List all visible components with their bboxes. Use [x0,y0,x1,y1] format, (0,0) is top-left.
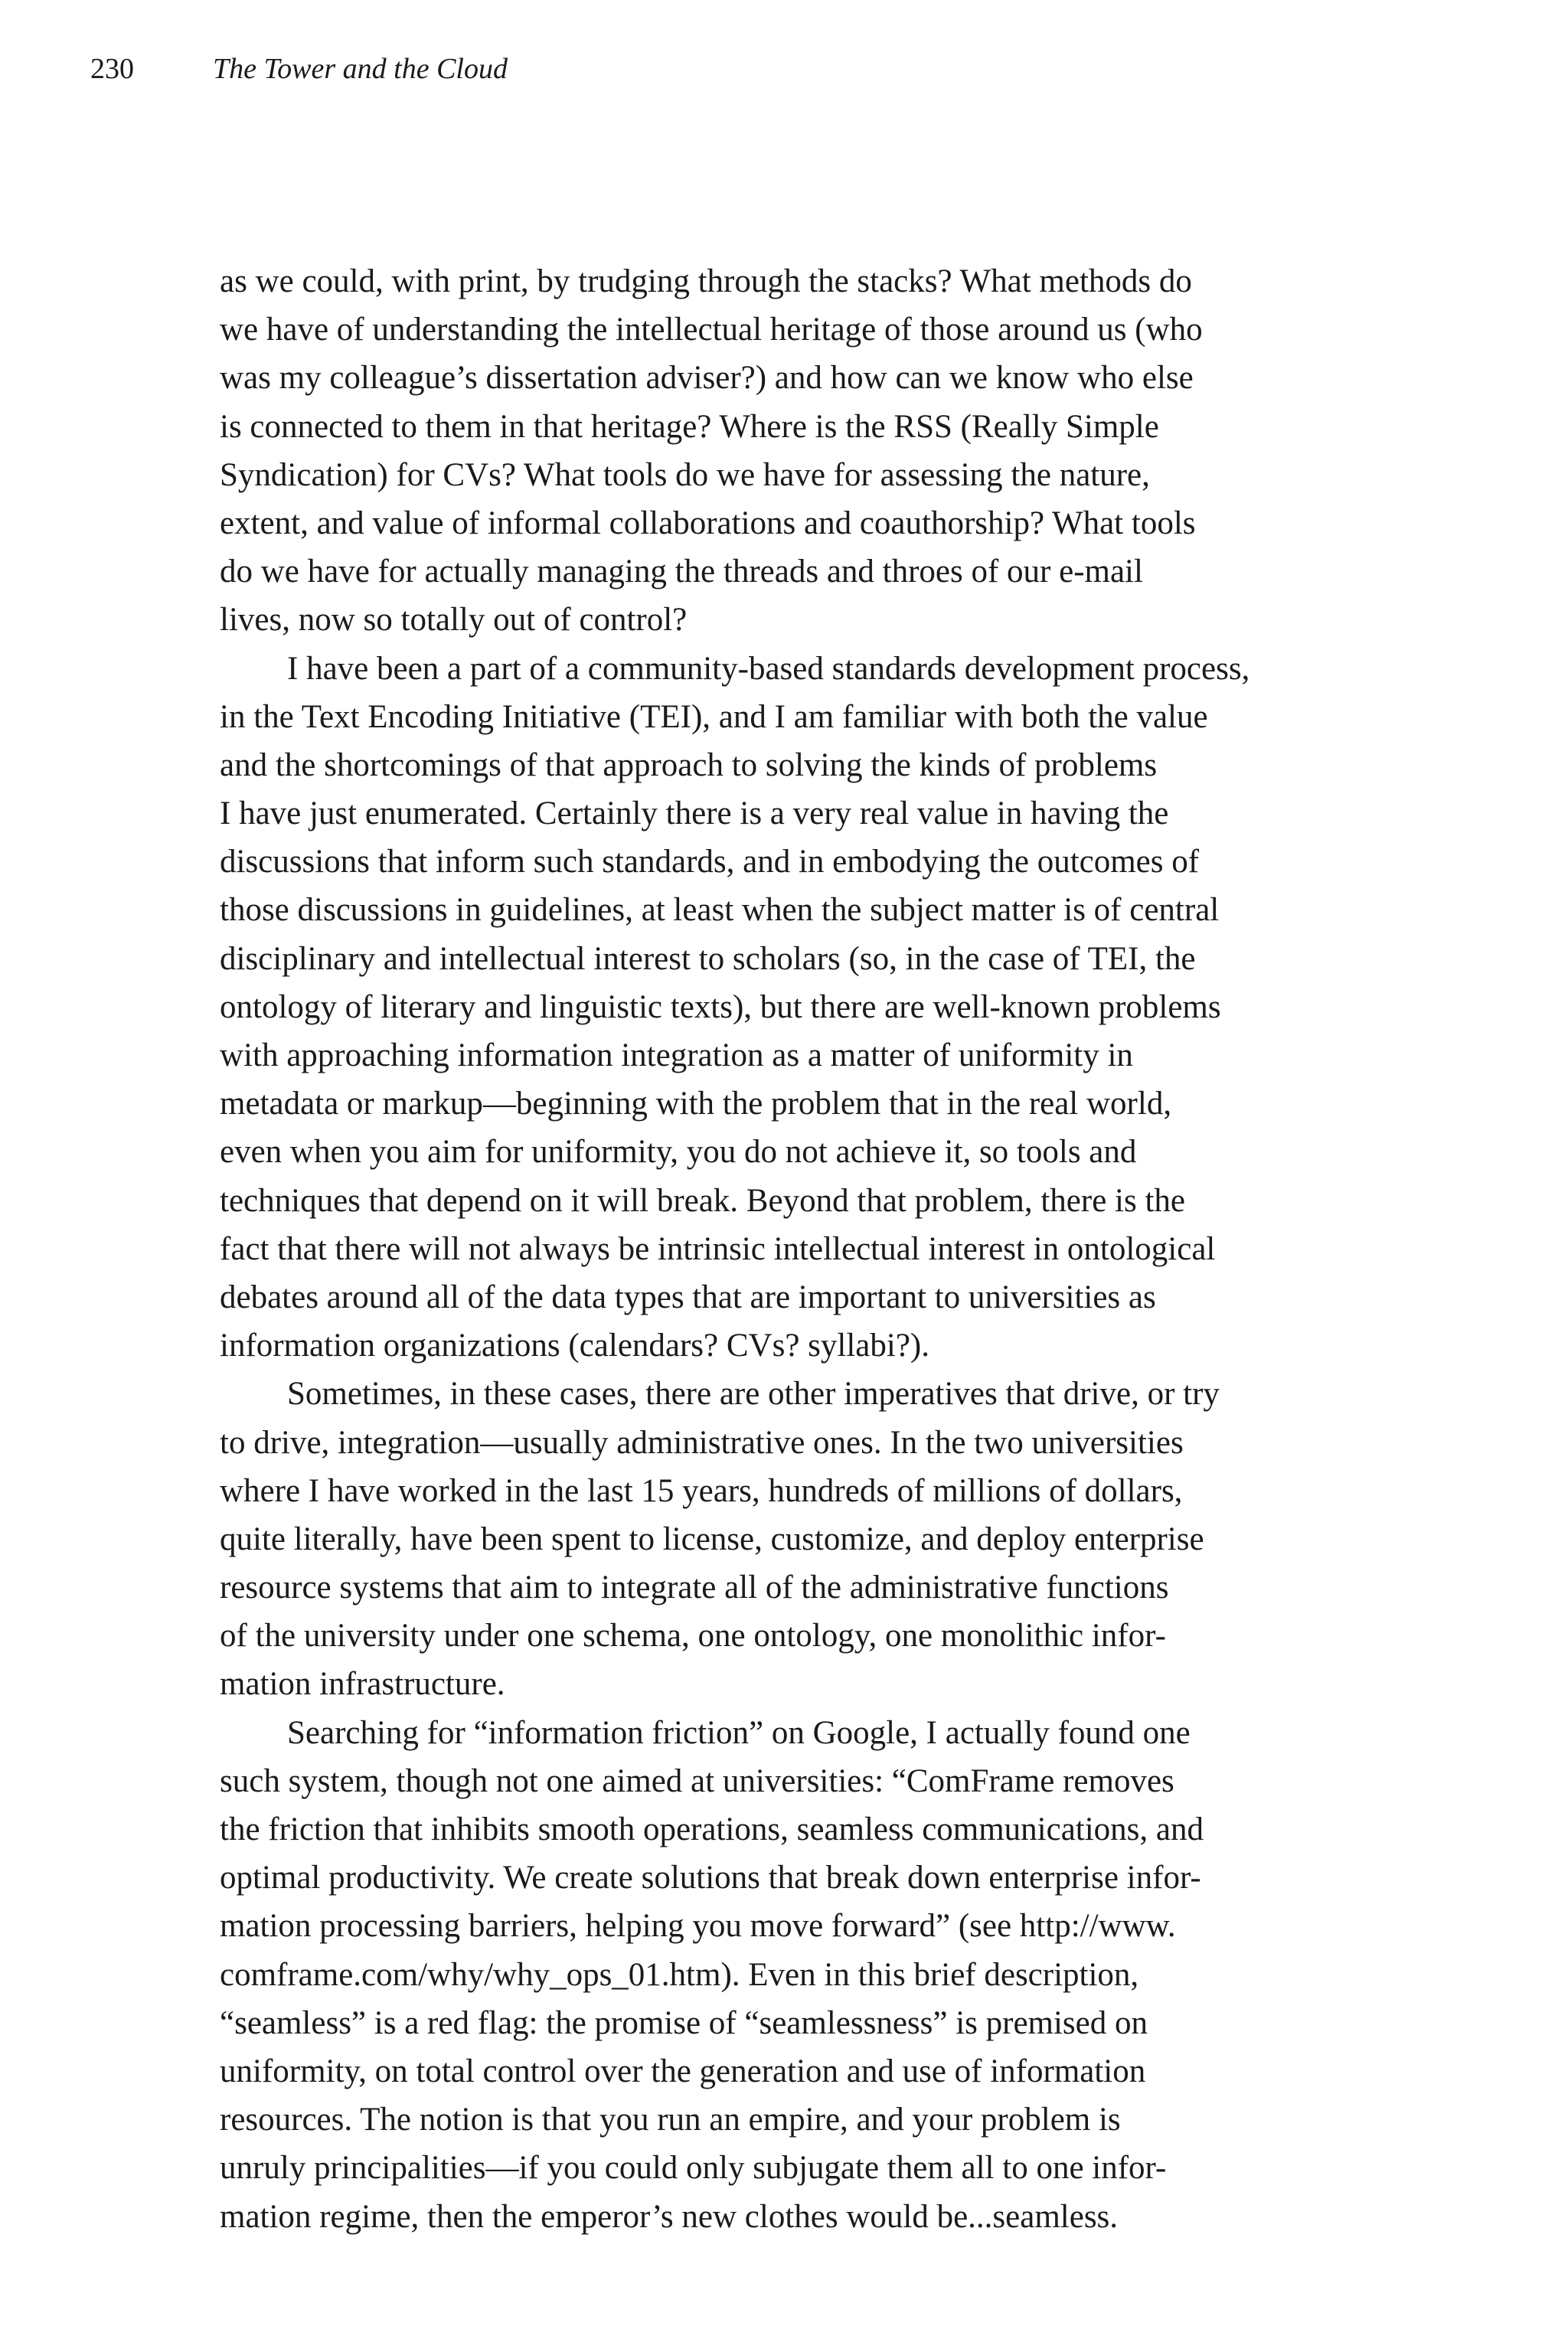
text-line: uniformity, on total control over the generation and use of information [220,2053,1146,2089]
text-line: where I have worked in the last 15 years, hundreds of millions of dollars, [220,1472,1183,1509]
text-line: even when you aim for uniformity, you do not achieve it, so tools and [220,1134,1137,1171]
page-number: 230 [90,53,134,85]
text-line: Searching for “information friction” on Google, I actually found one [287,1714,1191,1751]
text-line: quite literally, have been spent to license, customize, and deploy enterprise [220,1521,1204,1557]
text-line: is connected to them in that heritage? Where is the RSS (Really Simple [220,408,1159,445]
text-line: ontology of literary and linguistic texts), but there are well-known problems [220,988,1221,1025]
text-line: mation infrastructure. [220,1666,505,1703]
text-line: disciplinary and intellectual interest to scholars (so, in the case of TEI, the [220,940,1196,977]
text-line: unruly principalities—if you could only subjugate them all to one infor- [220,2150,1167,2187]
text-line: Sometimes, in these cases, there are other imperatives that drive, or try [287,1376,1220,1413]
text-line: such system, though not one aimed at universities: “ComFrame removes [220,1762,1174,1799]
text-line: as we could, with print, by trudging through the stacks? What methods do [220,263,1192,299]
text-line: do we have for actually managing the threads and throes of our e-mail [220,554,1143,590]
paragraph [220,1370,1383,1708]
text-line: information organizations (calendars? CVs? syllabi?). [220,1328,929,1364]
text-line: debates around all of the data types that are important to universities as [220,1279,1156,1315]
text-line: lives, now so totally out of control? [220,602,688,639]
paragraph [220,1709,1383,2241]
paragraph [220,645,1383,1370]
paragraph [220,257,1383,645]
book-title: The Tower and the Cloud [213,53,508,85]
body-text [220,257,1383,2241]
running-head [90,51,508,87]
text-line: extent, and value of informal collaborations and coauthorship? What tools [220,505,1196,541]
text-line: in the Text Encoding Initiative (TEI), and I am familiar with both the value [220,698,1208,735]
text-line: comframe.com/why/why_ops_01.htm). Even in this brief description, [220,1956,1139,1993]
text-line: metadata or markup—beginning with the problem that in the real world, [220,1086,1172,1122]
text-line: of the university under one schema, one ontology, one monolithic infor- [220,1618,1166,1655]
text-line: with approaching information integration as a matter of uniformity in [220,1037,1133,1073]
text-line: fact that there will not always be intrinsic intellectual interest in ontological [220,1230,1216,1267]
text-line: to drive, integration—usually administrative ones. In the two universities [220,1424,1184,1461]
text-line: Syndication) for CVs? What tools do we have for assessing the nature, [220,456,1150,493]
text-line: discussions that inform such standards, and in embodying the outcomes of [220,844,1200,880]
text-line: techniques that depend on it will break. Beyond that problem, there is the [220,1182,1186,1219]
text-line: resource systems that aim to integrate all of the administrative functions [220,1570,1169,1606]
text-line: mation processing barriers, helping you move forward” (see http://www. [220,1908,1176,1945]
text-line: “seamless” is a red flag: the promise of “seamlessness” is premised on [220,2004,1148,2041]
text-line: optimal productivity. We create solutions that break down enterprise infor- [220,1860,1201,1896]
text-line: we have of understanding the intellectual heritage of those around us (who [220,312,1203,348]
text-line: was my colleague’s dissertation adviser?) and how can we know who else [220,360,1194,397]
text-line: and the shortcomings of that approach to solving the kinds of problems [220,746,1158,783]
text-line: the friction that inhibits smooth operations, seamless communications, and [220,1811,1204,1847]
text-line: I have been a part of a community-based standards development process, [287,650,1250,687]
text-line: mation regime, then the emperor’s new clothes would be...seamless. [220,2198,1119,2235]
text-line: I have just enumerated. Certainly there is a very real value in having the [220,795,1169,832]
text-line: resources. The notion is that you run an empire, and your problem is [220,2102,1121,2138]
text-line: those discussions in guidelines, at least when the subject matter is of central [220,892,1220,929]
